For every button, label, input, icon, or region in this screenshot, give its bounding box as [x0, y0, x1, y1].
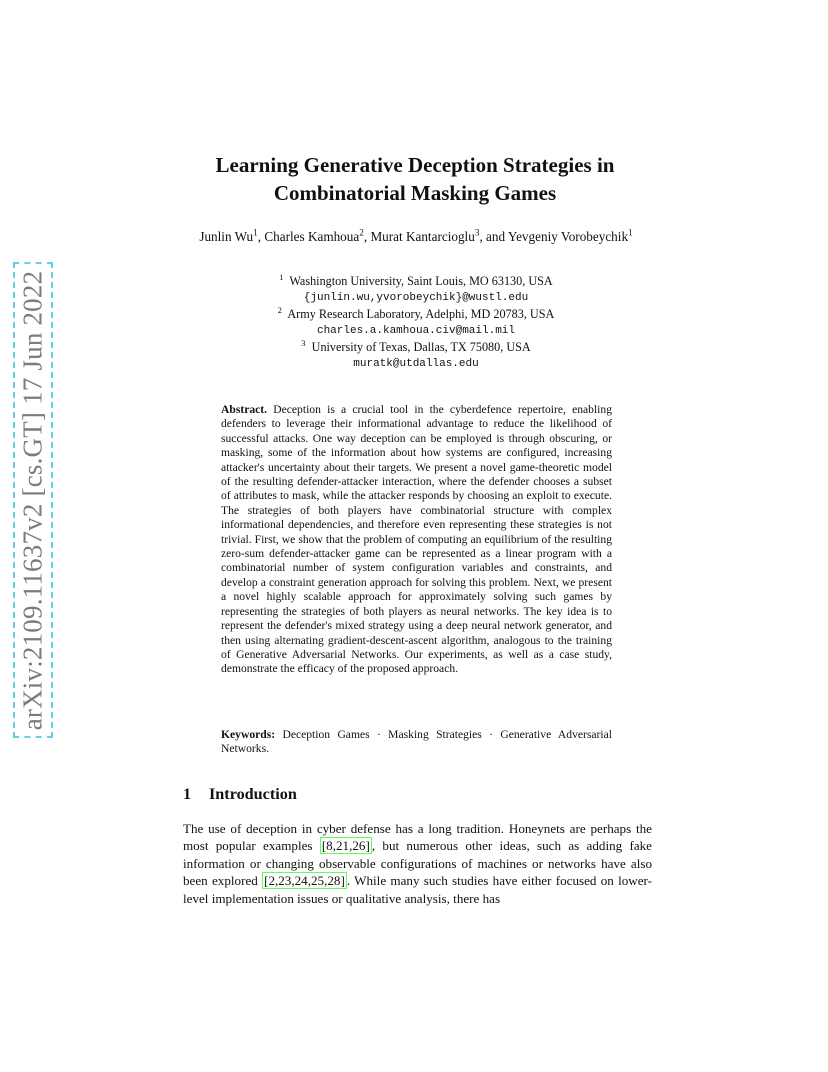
affiliation-name: Washington University, Saint Louis, MO 63130, USA [289, 274, 553, 288]
affiliation-mark: 2 [277, 304, 282, 315]
author-name: , Murat Kantarcioglu [363, 229, 475, 244]
abstract [221, 403, 612, 677]
author-affiliation-mark: 1 [628, 227, 633, 238]
affiliation-name: University of Texas, Dallas, TX 75080, USA [311, 340, 531, 354]
affiliation-email[interactable]: {junlin.wu,yvorobeychik}@wustl.edu [303, 291, 529, 304]
arxiv-id: arXiv:2109.11637v2 [cs.GT] 17 Jun 2022 [17, 270, 48, 730]
author-affiliation-mark: 2 [359, 227, 364, 238]
section-title: Introduction [209, 785, 297, 803]
keywords-text: Deception Games · Masking Strategies · Generative Adversarial Networks. [221, 728, 612, 756]
affiliation [200, 273, 632, 290]
author-affiliation-mark: 3 [474, 227, 480, 238]
title-line-2: Combinatorial Masking Games [273, 181, 557, 205]
title-line-1: Learning Generative Deception Strategies in [215, 153, 615, 177]
affiliation-mark: 1 [279, 271, 284, 282]
intro-text: . While many such studies have either focused on lower-level implementation issues or qualitative analysis, there has [183, 873, 653, 906]
section-heading [183, 785, 297, 804]
intro-text: , but numerous other ideas, such as adding fake information or changing observable configurations of machines or networks have also been explored [183, 838, 652, 889]
intro-paragraph [183, 820, 652, 907]
arxiv-stamp[interactable] [13, 262, 53, 738]
author-name: , and Yevgeniy Vorobeychik [479, 229, 629, 244]
citation-link[interactable]: [2,23,24,25,28] [264, 873, 345, 889]
citation-link[interactable]: [8,21,26] [321, 838, 370, 854]
affiliation-name: Army Research Laboratory, Adelphi, MD 20783, USA [287, 307, 555, 321]
affiliation-mark: 3 [301, 337, 306, 348]
section-number: 1 [183, 785, 192, 803]
author-name: Junlin Wu [199, 229, 254, 244]
affiliation-email[interactable]: charles.a.kamhoua.civ@mail.mil [316, 324, 516, 337]
author-affiliation-mark: 1 [253, 227, 258, 238]
affiliation [200, 339, 632, 356]
affiliation-email[interactable]: muratk@utdallas.edu [353, 357, 479, 370]
intro-text: The use of deception in cyber defense has a long tradition. Honeynets are perhaps the most popular examples [183, 821, 652, 854]
abstract-text: Deception is a crucial tool in the cyberdefence repertoire, enabling defenders to leverage their informational advantage to reduce the likelihood of successful attacks. One way deception can be employed is through obscuring, or masking, some of the information about how systems are configured, increasing attacker's uncertainty about their targets. We present a novel game-theoretic model of the resulting defender-attacker interaction, where the defender chooses a subset of attributes to mask, while the attacker responds by choosing an exploit to execute. The strategies of both players have combinatorial structure with complex informational dependencies, and therefore even representing these strategies is not trivial. First, we show that the problem of computing an equilibrium of the resulting zero-sum defender-attacker game can be represented as a linear program with a combinatorial number of system configuration variables and constraints, and develop a constraint generation approach for solving this problem. Next, we present a novel highly scalable approach for approximately solving such games by representing the strategies of both players as neural networks. The key idea is to represent the defender's mixed strategy using a deep neural network generator, and then using alternating gradient-descent-ascent algorithm, analogous to the training of Generative Adversarial Networks. Our experiments, as well as a case study, demonstrate the efficacy of the proposed approach. [221, 403, 612, 676]
keywords [221, 728, 612, 757]
paper-title [160, 151, 670, 207]
author-list [190, 228, 642, 246]
abstract-label: Abstract. [221, 403, 268, 416]
affiliation [200, 306, 632, 323]
keywords-label: Keywords: [221, 728, 276, 741]
affiliation-list [200, 273, 632, 372]
author-name: , Charles Kamhoua [257, 229, 360, 244]
